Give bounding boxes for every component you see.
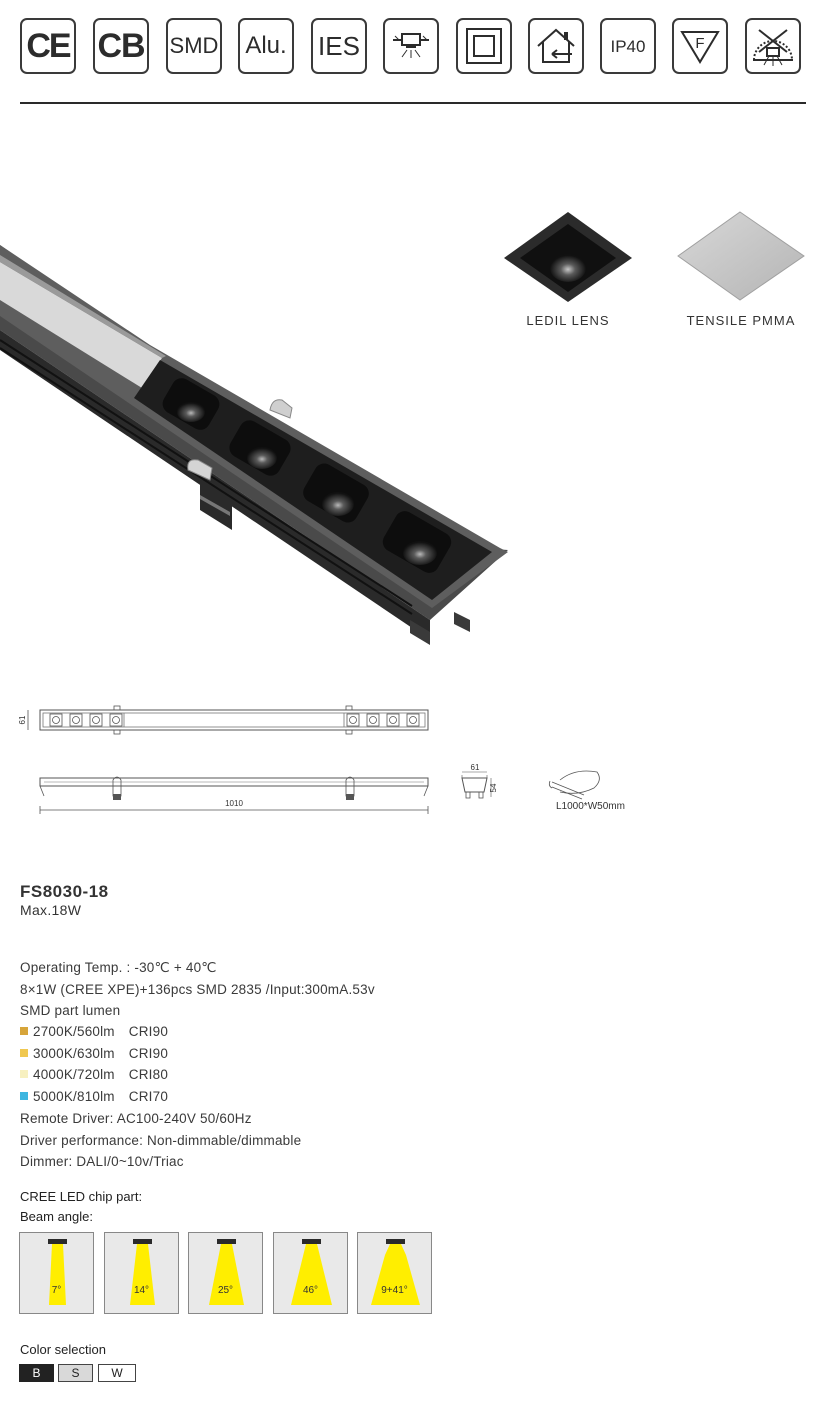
beam-cone-icon bbox=[358, 1233, 433, 1315]
beam-angle-card bbox=[104, 1232, 179, 1314]
header-divider bbox=[20, 102, 806, 104]
svg-text:F: F bbox=[695, 35, 705, 52]
side-view-drawing bbox=[40, 777, 428, 814]
aluminum-icon: Alu. bbox=[238, 18, 294, 74]
color-option-white[interactable]: W bbox=[98, 1364, 136, 1382]
driver-performance-spec: Driver performance: Non-dimmable/dimmable bbox=[20, 1133, 302, 1148]
beam-cone-icon bbox=[189, 1233, 264, 1315]
color-selection-heading: Color selection bbox=[20, 1342, 106, 1357]
lumen-option-row: 5000K/810lm CRI70 bbox=[20, 1089, 168, 1104]
ies-icon: IES bbox=[311, 18, 367, 74]
color-option-black[interactable]: B bbox=[19, 1364, 54, 1382]
beam-cone-icon bbox=[274, 1233, 349, 1315]
certification-icons-row bbox=[20, 18, 806, 78]
cable-spec-label: L1000*W50mm bbox=[556, 801, 625, 812]
dimmer-spec: Dimmer: DALI/0~10v/Triac bbox=[20, 1154, 184, 1169]
color-swatch-icon bbox=[20, 1070, 28, 1078]
smd-icon: SMD bbox=[166, 18, 222, 74]
beam-angle-label: 25° bbox=[217, 1285, 234, 1296]
lens-option-tensile-pmma bbox=[676, 210, 806, 328]
beam-cone-icon bbox=[20, 1233, 95, 1315]
color-option-silver[interactable]: S bbox=[58, 1364, 93, 1382]
product-render-image bbox=[0, 200, 520, 660]
lens-option-ledil bbox=[502, 210, 634, 328]
remote-driver-spec: Remote Driver: AC100-240V 50/60Hz bbox=[20, 1111, 252, 1126]
ceiling-cutout-sketch bbox=[549, 771, 599, 799]
color-swatch-icon bbox=[20, 1092, 28, 1100]
tensile-pmma-icon bbox=[676, 210, 806, 304]
lumen-option-row: 3000K/630lm CRI90 bbox=[20, 1046, 168, 1061]
length-dimension-label: 1010 bbox=[225, 799, 243, 808]
beam-angle-card bbox=[188, 1232, 263, 1314]
indoor-use-icon bbox=[528, 18, 584, 74]
lens-option-label: LEDIL LENS bbox=[526, 313, 610, 328]
max-power: Max.18W bbox=[20, 902, 82, 918]
color-swatch-icon bbox=[20, 1027, 28, 1035]
ip-rating-icon: IP40 bbox=[600, 18, 656, 74]
beam-angle-label: 9+41° bbox=[381, 1285, 408, 1296]
height-dimension-label: 61 bbox=[18, 715, 27, 725]
model-number: FS8030-18 bbox=[20, 882, 109, 901]
ledil-lens-icon bbox=[502, 210, 634, 304]
top-view-drawing bbox=[18, 706, 428, 734]
lumen-option-row: 4000K/720lm CRI80 bbox=[20, 1067, 168, 1082]
beam-angle-card bbox=[273, 1232, 348, 1314]
ce-mark-icon: CE bbox=[20, 18, 76, 74]
section-width-label: 61 bbox=[470, 763, 480, 772]
chip-part-heading: CREE LED chip part: bbox=[20, 1189, 143, 1204]
led-config-spec: 8×1W (CREE XPE)+136pcs SMD 2835 /Input:300mA.53v bbox=[20, 982, 375, 997]
color-swatch-icon bbox=[20, 1049, 28, 1057]
section-height-label: 54 bbox=[489, 783, 498, 793]
operating-temp-spec: Operating Temp. : -30℃ + 40℃ bbox=[20, 960, 217, 975]
smd-lumen-heading: SMD part lumen bbox=[20, 1003, 121, 1018]
beam-angle-card bbox=[19, 1232, 94, 1314]
no-insulation-cover-icon bbox=[745, 18, 801, 74]
beam-angle-heading: Beam angle: bbox=[20, 1209, 93, 1224]
cross-section-drawing bbox=[462, 763, 498, 798]
lens-option-label: TENSILE PMMA bbox=[686, 313, 796, 328]
beam-angle-card bbox=[357, 1232, 432, 1314]
beam-angle-label: 14° bbox=[133, 1285, 150, 1296]
beam-cone-icon bbox=[105, 1233, 180, 1315]
cb-mark-icon: CB bbox=[93, 18, 149, 74]
dimension-drawings bbox=[0, 690, 640, 820]
beam-angle-label: 7° bbox=[51, 1285, 62, 1296]
beam-angle-label: 46° bbox=[302, 1285, 319, 1296]
recessed-ceiling-icon bbox=[383, 18, 439, 74]
class-ii-insulation-icon bbox=[456, 18, 512, 74]
lumen-option-row: 2700K/560lm CRI90 bbox=[20, 1024, 168, 1039]
f-mark-icon bbox=[672, 18, 728, 74]
